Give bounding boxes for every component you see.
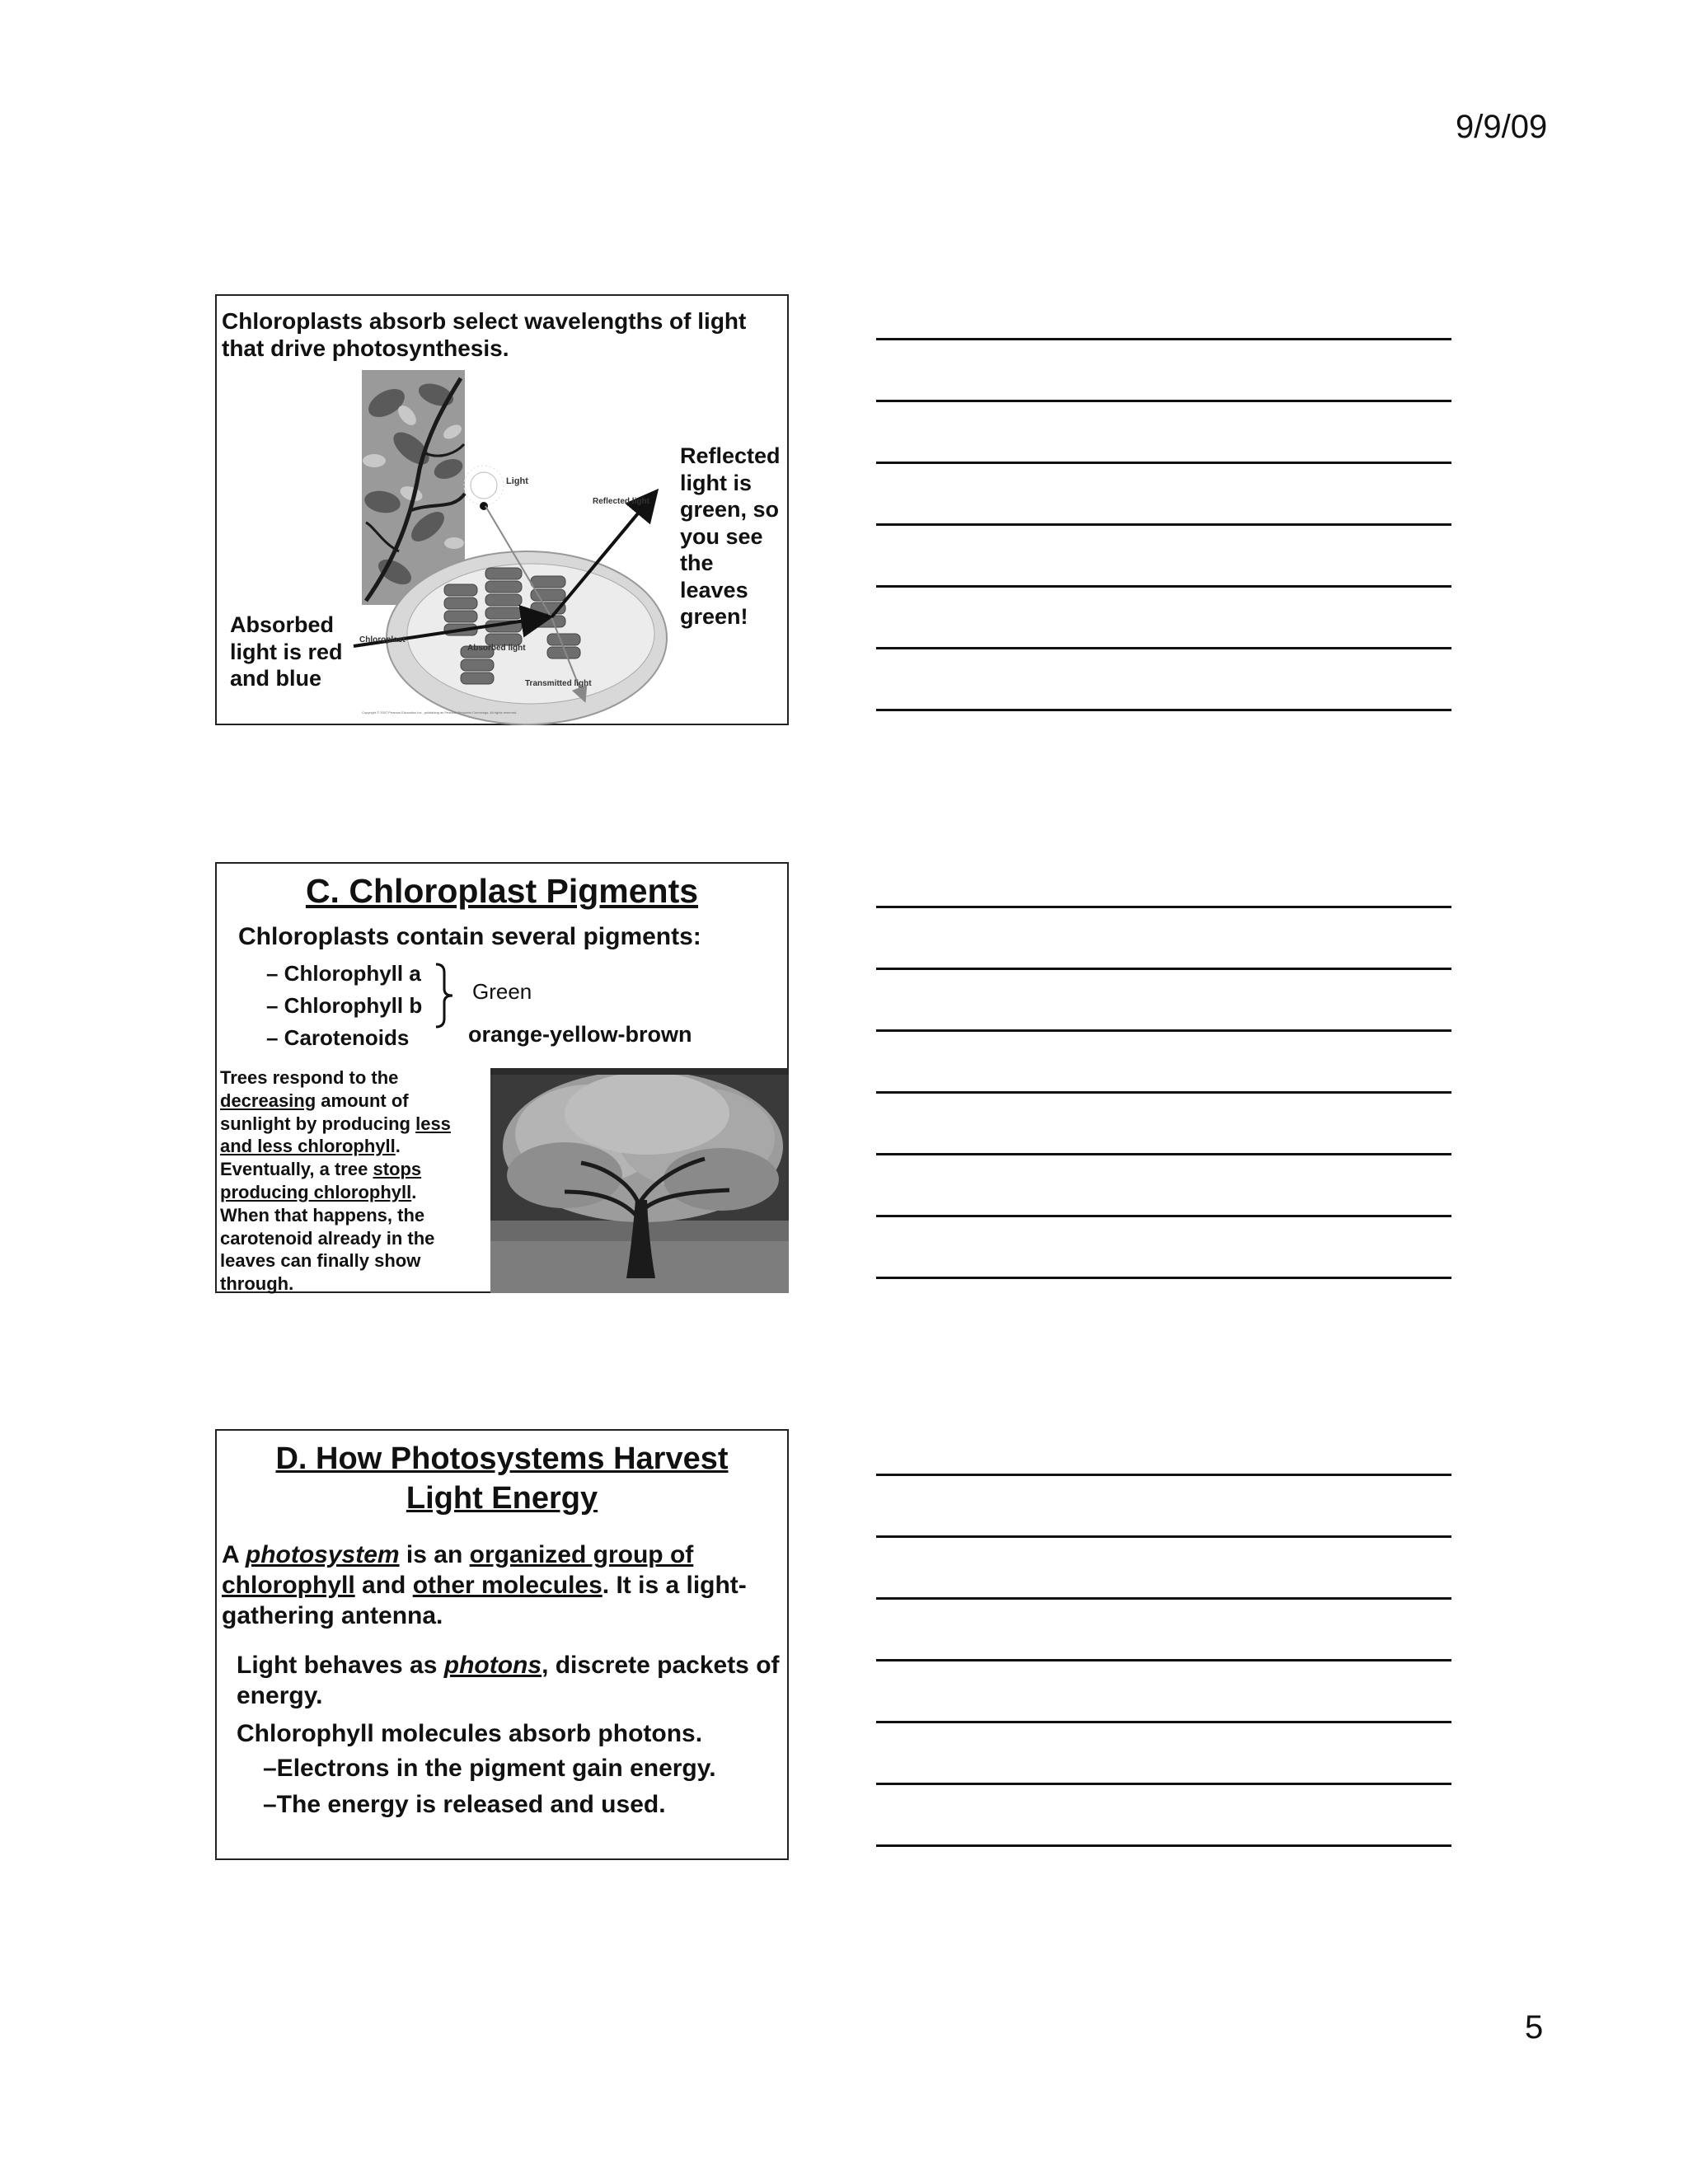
note-line (876, 1844, 1451, 1847)
note-line (876, 1659, 1451, 1661)
note-line (876, 1783, 1451, 1785)
title-line: D. How Photosystems Harvest (275, 1441, 729, 1476)
slide-chloroplast-light (215, 294, 789, 725)
note-line (876, 1153, 1451, 1155)
note-line (876, 1215, 1451, 1217)
figure-label-chloroplast: Chloroplast (359, 635, 406, 644)
title-line: Light Energy (406, 1481, 598, 1516)
def-emphasis: other molecules (412, 1572, 603, 1599)
note-line (876, 647, 1451, 649)
note-line (876, 1721, 1451, 1723)
def-text: and (354, 1572, 413, 1599)
note-line (876, 1277, 1451, 1279)
note-text: . Eventually, a tree (220, 1136, 401, 1180)
note-line (876, 585, 1451, 588)
note-emphasis: stops producing chlorophyll (220, 1159, 422, 1202)
note-line (876, 1597, 1451, 1600)
sub-bullet: –The energy is released and used. (263, 1791, 666, 1818)
note-text: Trees respond to the (220, 1067, 399, 1088)
photons-paragraph (237, 1650, 781, 1711)
note-text: amount of sunlight by producing (220, 1090, 416, 1134)
figure-label-reflected: Reflected light (593, 497, 649, 506)
note-emphasis: less and less chlorophyll (220, 1113, 451, 1157)
def-text: is an (399, 1541, 470, 1568)
slide-chloroplast-pigments (215, 862, 789, 1293)
def-emphasis: organized group of chlorophyll (222, 1541, 694, 1599)
figure-label-absorbed: Absorbed light (467, 644, 526, 653)
carotenoid-color-label: orange-yellow-brown (468, 1022, 692, 1047)
page-number: 5 (1525, 2009, 1544, 2046)
def-term: photosystem (245, 1541, 400, 1568)
pigment-bullet: – Carotenoids (266, 1025, 410, 1050)
autumn-tree-photo (490, 1068, 789, 1293)
absorb-paragraph: Chlorophyll molecules absorb photons. (237, 1720, 703, 1747)
fall-leaves-note (220, 1066, 467, 1296)
note-line (876, 1029, 1451, 1032)
def-text: . It is a light-gathering antenna. (222, 1572, 747, 1629)
note-line (876, 462, 1451, 464)
slide-title: Chloroplasts absorb select wavelengths of light that drive photosynthesis. (222, 308, 747, 361)
photosystem-definition (222, 1540, 782, 1631)
note-line (876, 1091, 1451, 1094)
chloroplast-light-figure (359, 370, 649, 716)
note-line (876, 338, 1451, 340)
note-line (876, 400, 1451, 402)
pigment-bullet: – Chlorophyll b (266, 993, 423, 1018)
slide-photosystems (215, 1429, 789, 1860)
figure-copyright: Copyright © 2007 Pearson Education Inc., publishing as Pearson Benjamin Cummings. All rights reserved. (362, 710, 518, 715)
slide-title: C. Chloroplast Pigments (305, 872, 699, 910)
date-header: 9/9/09 (1456, 109, 1548, 145)
para-text: , discrete packets of energy. (237, 1652, 780, 1709)
pigments-intro: Chloroplasts contain several pigments: (238, 923, 701, 950)
pigment-bullet: – Chlorophyll a (266, 961, 421, 986)
reflected-light-note: Reflected light is green, so you see the leaves green! (680, 443, 781, 629)
note-line (876, 523, 1451, 526)
note-line (876, 1535, 1451, 1538)
note-line (876, 968, 1451, 970)
figure-label-light: Light (506, 476, 528, 486)
slide-title (217, 1439, 787, 1518)
note-text: . When that happens, the carotenoid already in the leaves can finally show through. (220, 1181, 435, 1295)
sub-bullet: –Electrons in the pigment gain energy. (263, 1755, 716, 1782)
absorbed-light-note: Absorbed light is red and blue (230, 612, 343, 691)
note-line (876, 906, 1451, 908)
green-label: Green (472, 979, 532, 1004)
note-emphasis: decreasing (220, 1090, 316, 1111)
note-line (876, 1474, 1451, 1476)
def-text: A (222, 1541, 246, 1568)
figure-label-transmitted: Transmitted light (525, 679, 592, 688)
note-line (876, 709, 1451, 711)
brace-icon (433, 961, 456, 1030)
para-text: Light behaves as (237, 1652, 444, 1679)
para-term: photons (443, 1652, 542, 1679)
